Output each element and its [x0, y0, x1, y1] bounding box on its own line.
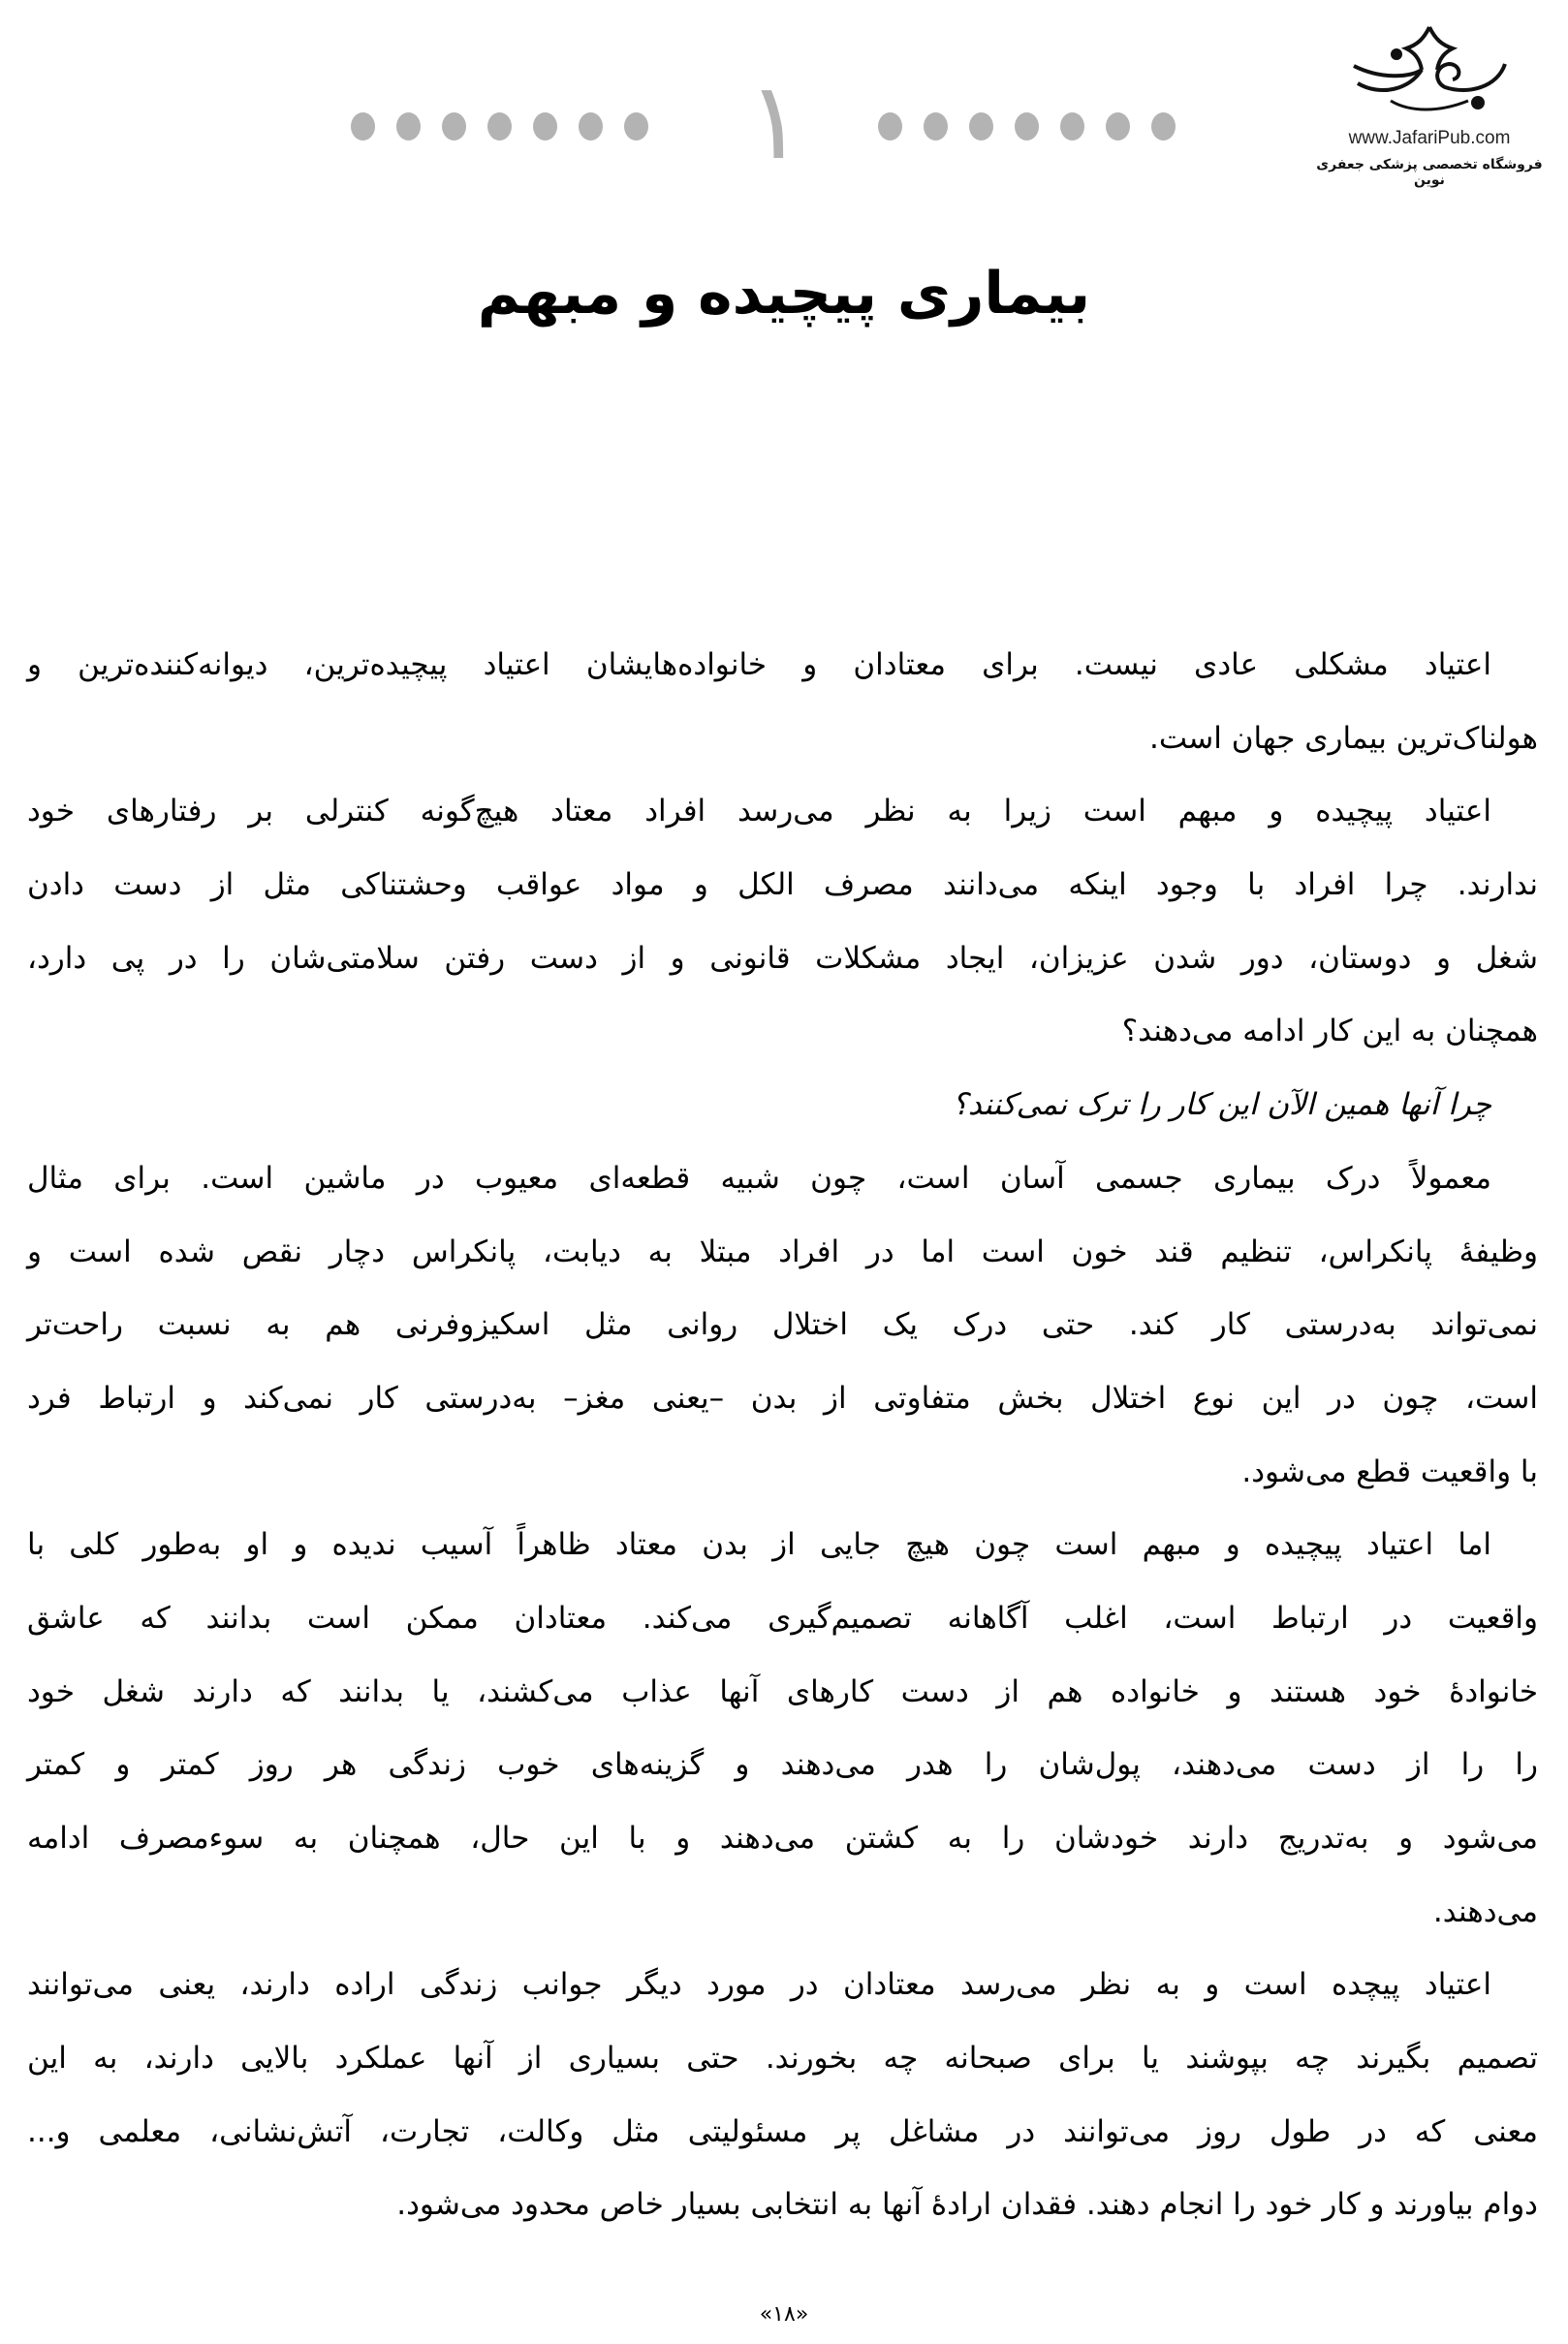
- text-line: واقعیت در ارتباط است، اغلب آگاهانه تصمیم‌گیری می‌کند. معتادان ممکن است بدانند که عاشق: [27, 1600, 1538, 1636]
- dot-icon: [878, 112, 902, 141]
- publisher-logo: [1303, 19, 1555, 188]
- text-line: هولناک‌ترین بیماری جهان است.: [1148, 720, 1538, 756]
- text-line: تصمیم بگیرند چه بپوشند یا برای صبحانه چه بخورند. حتی بسیاری از آنها عملکرد بالایی دارند، به این: [27, 2041, 1538, 2077]
- dot-icon: [1060, 112, 1084, 141]
- text-line: وظیفهٔ پانکراس، تنظیم قند خون است اما در افراد مبتلا به دیابت، پانکراس دچار نقص شده است و: [27, 1234, 1538, 1269]
- logo-url: www.JafariPub.com: [1348, 128, 1511, 148]
- text-line: ندارند. چرا افراد با وجود اینکه می‌دانند مصرف الکل و مواد عواقب وحشتناکی مثل از دست دادن: [27, 867, 1538, 903]
- text-line: می‌دهند.: [1432, 1893, 1538, 1929]
- text-line: نمی‌تواند به‌درستی کار کند. حتی درک یک اختلال روانی مثل اسکیزوفرنی هم به نسبت راحت‌تر: [27, 1307, 1538, 1343]
- text-line: خانوادهٔ خود هستند و خانواده هم از دست کارهای آنها عذاب می‌کشند، یا بدانند که دارند شغل خود: [27, 1673, 1538, 1709]
- dot-icon: [924, 112, 948, 141]
- dot-icon: [969, 112, 993, 141]
- body-text: [27, 643, 1538, 2257]
- decorative-dots-left: [351, 112, 648, 141]
- dot-icon: [396, 112, 421, 141]
- text-line: اما اعتیاد پیچیده و مبهم است چون هیچ جایی از بدن معتاد ظاهراً آسیب ندیده و او به‌طور کلی با: [27, 1527, 1491, 1563]
- logo-subtitle: فروشگاه تخصصی پزشکی جعفری نوین: [1316, 157, 1543, 188]
- dot-icon: [533, 112, 557, 141]
- text-line: معنی که در طول روز می‌توانند در مشاغل پر مسئولیتی مثل وکالت، تجارت، آتش‌نشانی، معلمی و...: [27, 2113, 1538, 2149]
- text-line: با واقعیت قطع می‌شود.: [1241, 1453, 1538, 1489]
- jafari-logo-mark-icon: [1352, 19, 1507, 126]
- chapter-number: ۱: [746, 59, 804, 183]
- text-line: را را از دست می‌دهند، پول‌شان را هدر می‌دهند و گزینه‌های خوب زندگی هر روز کمتر و کمتر: [27, 1747, 1538, 1783]
- text-line: معمولاً درک بیماری جسمی آسان است، چون شبیه قطعه‌ای معیوب در ماشین است. برای مثال: [27, 1160, 1491, 1196]
- decorative-dots-right: [878, 112, 1176, 141]
- text-line: است، چون در این نوع اختلال بخش متفاوتی از بدن –یعنی مغز– به‌درستی کار نمی‌کند و ارتباط فرد: [27, 1380, 1538, 1416]
- page-number: «۱۸»: [759, 2302, 809, 2327]
- dot-icon: [1015, 112, 1039, 141]
- text-line: اعتیاد پیچده است و به نظر می‌رسد معتادان در مورد دیگر جوانب زندگی اراده دارند، یعنی می‌توانند: [27, 1967, 1491, 2003]
- text-line: اعتیاد مشکلی عادی نیست. برای معتادان و خانواده‌هایشان اعتیاد پیچیده‌ترین، دیوانه‌کننده‌ترین و: [27, 647, 1491, 682]
- italic-question-line: چرا آنها همین الآن این کار را ترک نمی‌کنند؟: [952, 1087, 1491, 1123]
- dot-icon: [1106, 112, 1130, 141]
- text-line: می‌شود و به‌تدریج دارند خودشان را به کشتن می‌دهند و با این حال، همچنان به سوءمصرف ادامه: [27, 1821, 1538, 1856]
- chapter-title: بیماری پیچیده و مبهم: [477, 260, 1091, 328]
- dot-icon: [487, 112, 512, 141]
- dot-icon: [442, 112, 466, 141]
- dot-icon: [1151, 112, 1176, 141]
- text-line: دوام بیاورند و کار خود را انجام دهند. فقدان ارادهٔ آنها به انتخابی بسیار خاص محدود می‌شود.: [396, 2187, 1538, 2223]
- dot-icon: [579, 112, 603, 141]
- text-line: شغل و دوستان، دور شدن عزیزان، ایجاد مشکلات قانونی و از دست رفتن سلامتی‌شان را در پی دارد،: [27, 940, 1538, 976]
- text-line: اعتیاد پیچیده و مبهم است زیرا به نظر می‌رسد افراد معتاد هیچ‌گونه کنترلی بر رفتارهای خود: [27, 794, 1491, 829]
- text-line: همچنان به این کار ادامه می‌دهند؟: [1121, 1014, 1538, 1049]
- dot-icon: [624, 112, 648, 141]
- dot-icon: [351, 112, 375, 141]
